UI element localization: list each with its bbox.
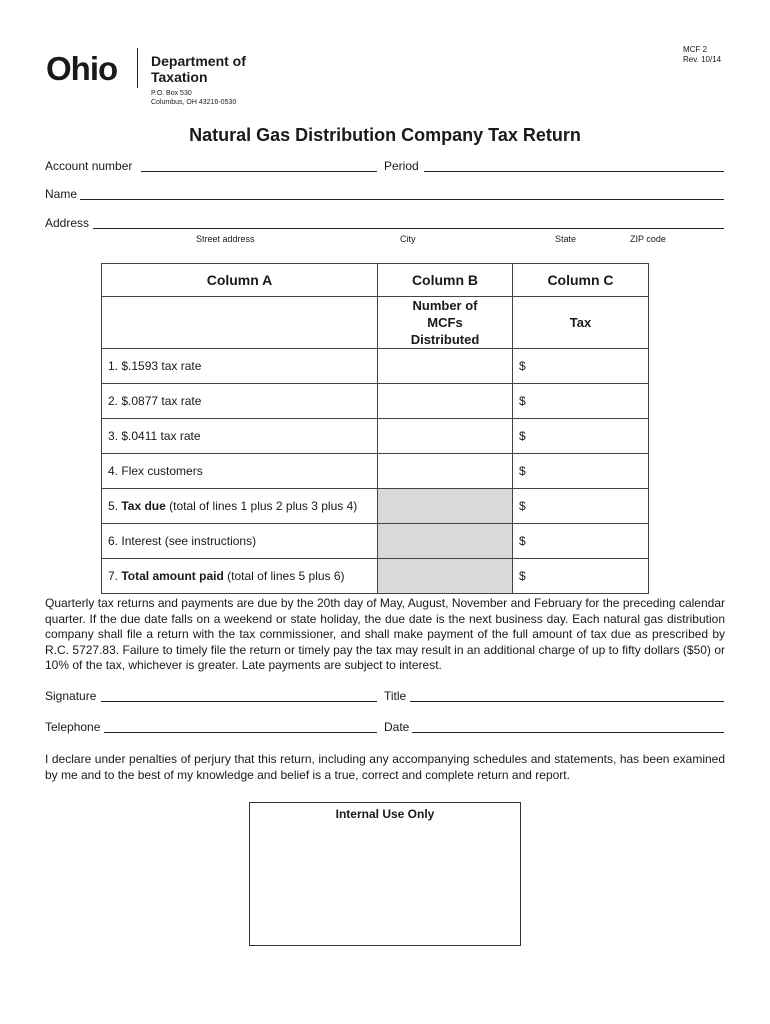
column-a-header: Column A	[102, 264, 378, 297]
row-number: 6.	[108, 534, 119, 548]
mcfs-input-cell[interactable]	[378, 384, 513, 419]
address-line-2: Columbus, OH 43216-0530	[151, 99, 237, 106]
row-number: 3.	[108, 429, 119, 443]
dollar-sign: $	[519, 359, 526, 373]
telephone-label: Telephone	[45, 720, 101, 734]
table-row	[102, 559, 649, 594]
tax-input-cell[interactable]	[513, 384, 649, 419]
row-label	[102, 489, 378, 524]
dollar-sign: $	[519, 569, 526, 583]
row-label-text: Flex customers	[121, 464, 203, 478]
address-field[interactable]	[93, 216, 724, 229]
tax-table	[101, 263, 649, 594]
row-label-text: (total of lines 1 plus 2 plus 3 plus 4)	[169, 499, 358, 513]
table-row	[102, 349, 649, 384]
row-number: 4.	[108, 464, 119, 478]
row-label	[102, 349, 378, 384]
account-number-label: Account number	[45, 159, 133, 173]
form-identifier	[683, 45, 721, 65]
row-label	[102, 419, 378, 454]
row-label	[102, 454, 378, 489]
date-label: Date	[384, 720, 410, 734]
row-number: 2.	[108, 394, 119, 408]
tax-input-cell[interactable]	[513, 419, 649, 454]
row-label-bold: Tax due	[121, 499, 166, 513]
row-number: 7.	[108, 569, 119, 583]
mcfs-input-cell[interactable]	[378, 454, 513, 489]
date-field[interactable]	[412, 720, 724, 733]
signature-label: Signature	[45, 689, 97, 703]
period-field[interactable]	[424, 159, 724, 172]
column-c-subheader: Tax	[513, 297, 649, 349]
tax-input-cell[interactable]	[513, 559, 649, 594]
row-number: 1.	[108, 359, 119, 373]
tax-input-cell[interactable]	[513, 489, 649, 524]
tax-input-cell[interactable]	[513, 524, 649, 559]
dollar-sign: $	[519, 429, 526, 443]
title-label: Title	[384, 689, 407, 703]
tax-input-cell[interactable]	[513, 349, 649, 384]
mcfs-input-cell	[378, 524, 513, 559]
telephone-field[interactable]	[104, 720, 377, 733]
mcfs-distributed-label: Number of MCFs Distributed	[410, 298, 480, 347]
perjury-declaration: I declare under penalties of perjury that this return, including any accompanying schedules and statements, has been examined by me and to the best of my knowledge and belief is a true, correct and complete return and report.	[45, 752, 725, 782]
table-row	[102, 524, 649, 559]
dollar-sign: $	[519, 499, 526, 513]
state-caption: State	[555, 234, 577, 244]
form-title: Natural Gas Distribution Company Tax Return	[189, 125, 581, 145]
address-line-1: P.O. Box 530	[151, 90, 192, 97]
mcfs-input-cell[interactable]	[378, 419, 513, 454]
row-label-text: $.1593 tax rate	[121, 359, 202, 373]
signature-field[interactable]	[101, 689, 377, 702]
table-row	[102, 489, 649, 524]
department-name: Department of Taxation	[151, 53, 246, 85]
instructions-paragraph: Quarterly tax returns and payments are due by the 20th day of May, August, November and February for the preceding calendar quarter. If the due date falls on a weekend or state holiday, the due date is the next business day. Each natural gas distribution company shall file a return with the tax commissioner, and shall make payment of the full amount of tax due as prescribed by R.C. 5727.83. Failure to timely file the return or timely pay the tax may result in an additional charge of up to fifty dollars ($50) or 10% of the tax, whichever is greater. Late payments are subject to interest.	[45, 596, 725, 672]
period-label: Period	[384, 159, 419, 173]
account-number-field[interactable]	[141, 159, 377, 172]
name-label: Name	[45, 187, 78, 201]
column-a-subheader	[102, 297, 378, 349]
row-label-text: $.0411 tax rate	[121, 429, 201, 443]
column-c-header: Column C	[513, 264, 649, 297]
form-number: MCF 2	[683, 45, 707, 54]
mcfs-input-cell	[378, 489, 513, 524]
dollar-sign: $	[519, 394, 526, 408]
mcfs-input-cell[interactable]	[378, 349, 513, 384]
column-b-header: Column B	[378, 264, 513, 297]
logo-divider	[137, 48, 138, 88]
row-label-bold: Total amount paid	[121, 569, 224, 583]
dollar-sign: $	[519, 534, 526, 548]
row-label	[102, 559, 378, 594]
row-label	[102, 384, 378, 419]
street-address-caption: Street address	[196, 234, 255, 244]
title-field[interactable]	[410, 689, 724, 702]
row-number: 5.	[108, 499, 119, 513]
tax-input-cell[interactable]	[513, 454, 649, 489]
dollar-sign: $	[519, 464, 526, 478]
mcfs-input-cell	[378, 559, 513, 594]
zip-code-caption: ZIP code	[630, 234, 666, 244]
ohio-logo: Ohio	[46, 50, 118, 87]
table-row	[102, 419, 649, 454]
column-b-subheader	[378, 297, 513, 349]
address-label: Address	[45, 216, 90, 230]
row-label-text: Interest (see instructions)	[121, 534, 257, 548]
row-label-text: (total of lines 5 plus 6)	[227, 569, 345, 583]
row-label	[102, 524, 378, 559]
name-field[interactable]	[80, 187, 724, 200]
department-address	[151, 89, 236, 107]
city-caption: City	[400, 234, 416, 244]
table-row	[102, 384, 649, 419]
internal-use-box	[249, 802, 521, 946]
internal-use-title: Internal Use Only	[335, 807, 435, 821]
form-revision: Rev. 10/14	[683, 55, 722, 64]
row-label-text: $.0877 tax rate	[121, 394, 202, 408]
table-row	[102, 454, 649, 489]
